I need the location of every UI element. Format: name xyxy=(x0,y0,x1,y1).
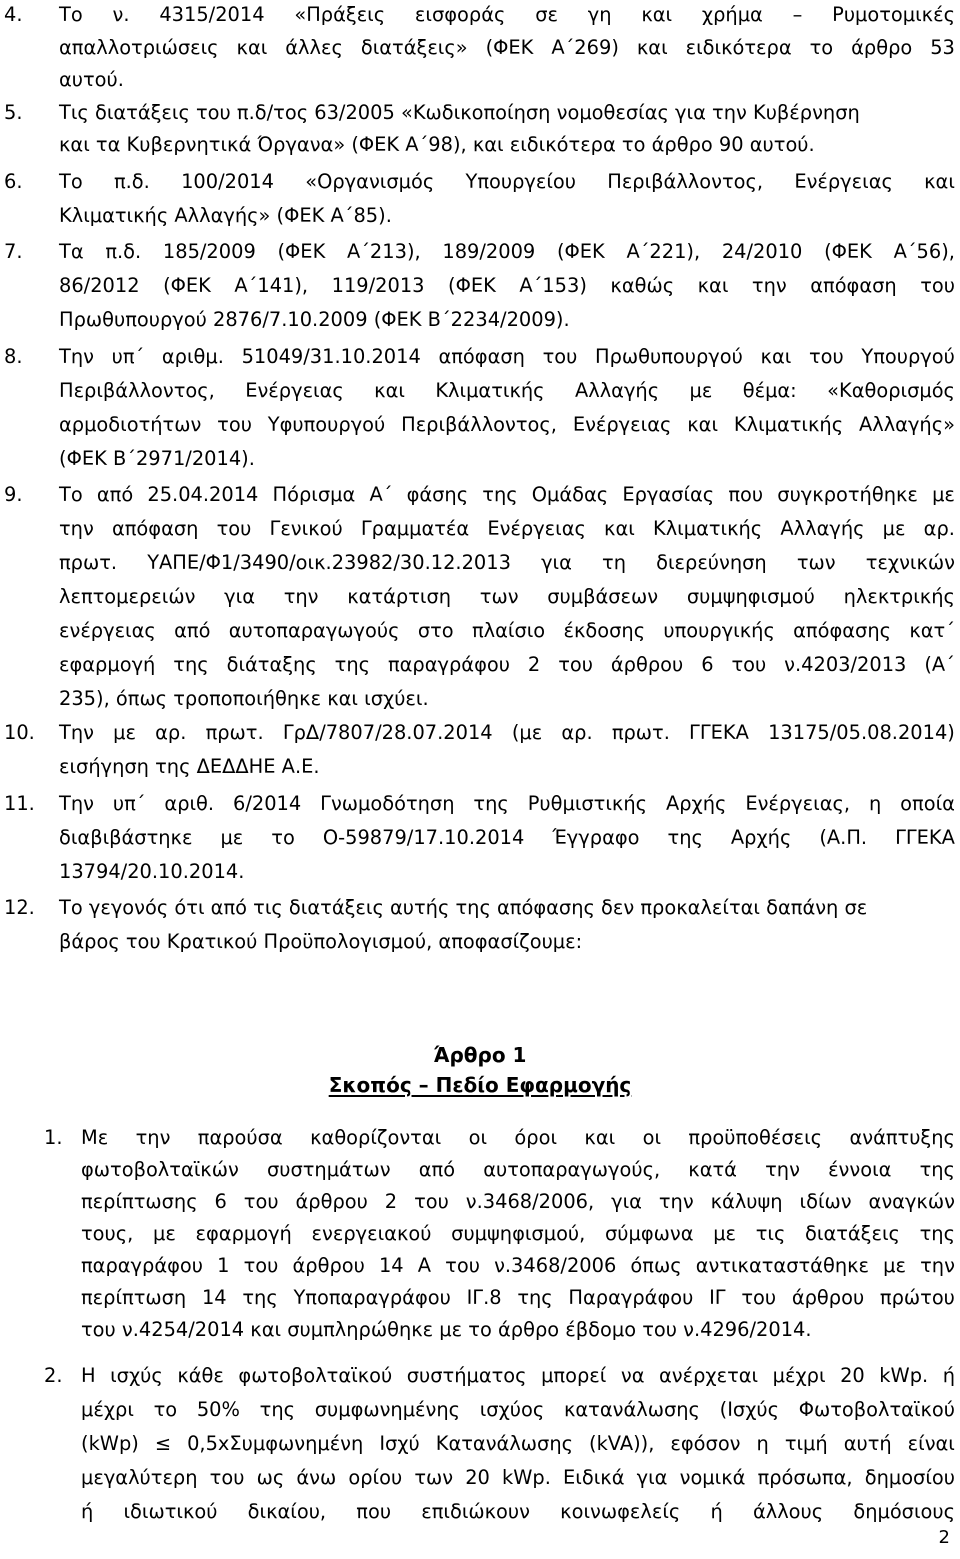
list-item-line: (ΦΕΚ Β΄2971/2014). xyxy=(59,447,255,470)
list-item-line: Το π.δ. 100/2014 «Οργανισμός Υπουργείου Περιβάλλοντος, Ενέργειας και xyxy=(59,170,955,193)
list-item-line: Την με αρ. πρωτ. ΓρΔ/7807/28.07.2014 (με αρ. πρωτ. ΓΓΕΚΑ 13175/05.08.2014) xyxy=(59,721,955,744)
paragraph-line: (kWp) ≤ 0,5xΣυμφωνημένη Ισχύ Κατανάλωσης (kVA)), εφόσον η τιμή αυτή είναι xyxy=(81,1432,955,1455)
list-item-line: απαλλοτριώσεις και άλλες διατάξεις» (ΦΕΚ Α΄269) και ειδικότερα το άρθρο 53 xyxy=(59,36,955,59)
list-item-line: 13794/20.10.2014. xyxy=(59,860,245,883)
paragraph-line: φωτοβολταϊκών συστημάτων από αυτοπαραγωγούς, κατά την έννοια της xyxy=(81,1158,955,1181)
paragraph-number: 2. xyxy=(44,1364,63,1387)
list-item-line: ενέργειας από αυτοπαραγωγούς στο πλαίσιο έκδοσης υπουργικής απόφασης κατ΄ xyxy=(59,619,955,642)
page-number: 2 xyxy=(938,1527,950,1548)
list-item-line: διαβιβάστηκε με το Ο-59879/17.10.2014 Έγγραφο της Αρχής (Α.Π. ΓΓΕΚΑ xyxy=(59,826,955,849)
list-item-number: 11. xyxy=(4,792,35,815)
list-item-number: 5. xyxy=(4,101,23,124)
list-item-line: Το γεγονός ότι από τις διατάξεις αυτής της απόφασης δεν προκαλείται δαπάνη σε xyxy=(59,896,868,919)
list-item-line: λεπτομερειών για την κατάρτιση των συμβάσεων συμψηφισμού ηλεκτρικής xyxy=(59,585,955,608)
list-item-line: εισήγηση της ΔΕΔΔΗΕ Α.Ε. xyxy=(59,755,320,778)
paragraph-line: τους, με εφαρμογή ενεργειακού συμψηφισμού, σύμφωνα με τις διατάξεις της xyxy=(81,1222,955,1245)
list-item-number: 12. xyxy=(4,896,35,919)
list-item-line: αρμοδιοτήτων του Υφυπουργού Περιβάλλοντος, Ενέργειας και Κλιματικής Αλλαγής» xyxy=(59,413,955,436)
list-item-number: 9. xyxy=(4,483,23,506)
list-item-line: Το ν. 4315/2014 «Πράξεις εισφοράς σε γη και χρήμα – Ρυμοτομικές xyxy=(59,3,955,26)
paragraph-line: παραγράφου 1 του άρθρου 14 Α του ν.3468/2006 όπως αντικαταστάθηκε με την xyxy=(81,1254,955,1277)
paragraph-line: Η ισχύς κάθε φωτοβολταϊκού συστήματος μπορεί να ανέρχεται μέχρι 20 kWp. ή xyxy=(81,1364,955,1387)
list-item-number: 8. xyxy=(4,345,23,368)
list-item-number: 6. xyxy=(4,170,23,193)
paragraph-line: μεγαλύτερη του ως άνω ορίου των 20 kWp. Ειδικά για νομικά πρόσωπα, δημοσίου xyxy=(81,1466,955,1489)
paragraph-line: περίπτωση 14 της Υποπαραγράφου ΙΓ.8 της Παραγράφου ΙΓ του άρθρου πρώτου xyxy=(81,1286,955,1309)
list-item-number: 4. xyxy=(4,3,23,26)
paragraph-line: Με την παρούσα καθορίζονται οι όροι και οι προϋποθέσεις ανάπτυξης xyxy=(81,1126,955,1149)
list-item-line: 235), όπως τροποποιήθηκε και ισχύει. xyxy=(59,687,429,710)
list-item-line: αυτού. xyxy=(59,68,124,91)
list-item-line: βάρος του Κρατικού Προϋπολογισμού, αποφασίζουμε: xyxy=(59,930,583,953)
list-item-line: Κλιματικής Αλλαγής» (ΦΕΚ Α΄85). xyxy=(59,204,392,227)
list-item-line: και τα Κυβερνητικά Όργανα» (ΦΕΚ Α΄98), και ειδικότερα το άρθρο 90 αυτού. xyxy=(59,133,815,156)
list-item-number: 7. xyxy=(4,240,23,263)
list-item-line: Το από 25.04.2014 Πόρισμα Α΄ φάσης της Ομάδας Εργασίας που συγκροτήθηκε με xyxy=(59,483,955,506)
paragraph-line: του ν.4254/2014 και συμπληρώθηκε με το άρθρο έβδομο του ν.4296/2014. xyxy=(81,1318,812,1341)
paragraph-number: 1. xyxy=(44,1126,63,1149)
list-item-line: Πρωθυπουργού 2876/7.10.2009 (ΦΕΚ Β΄2234/2009). xyxy=(59,308,570,331)
list-item-number: 10. xyxy=(4,721,35,744)
list-item-line: Τις διατάξεις του π.δ/τος 63/2005 «Κωδικοποίηση νομοθεσίας για την Κυβέρνηση xyxy=(59,101,860,124)
list-item-line: πρωτ. ΥΑΠΕ/Φ1/3490/οικ.23982/30.12.2013 για τη διερεύνηση των τεχνικών xyxy=(59,551,955,574)
list-item-line: 86/2012 (ΦΕΚ Α΄141), 119/2013 (ΦΕΚ Α΄153) καθώς και την απόφαση του xyxy=(59,274,955,297)
paragraph-line: ή ιδιωτικού δικαίου, που επιδιώκουν κοινωφελείς ή άλλους δημόσιους xyxy=(81,1500,955,1523)
paragraph-line: περίπτωσης 6 του άρθρου 2 του ν.3468/2006, για την κάλυψη ιδίων αναγκών xyxy=(81,1190,955,1213)
list-item-line: την απόφαση του Γενικού Γραμματέα Ενέργειας και Κλιματικής Αλλαγής με αρ. xyxy=(59,517,955,540)
list-item-line: Την υπ΄ αριθ. 6/2014 Γνωμοδότηση της Ρυθμιστικής Αρχής Ενέργειας, η οποία xyxy=(59,792,955,815)
article-subheading: Σκοπός – Πεδίο Εφαρμογής xyxy=(328,1073,632,1097)
list-item-line: εφαρμογή της διάταξης της παραγράφου 2 του άρθρου 6 του ν.4203/2013 (Α΄ xyxy=(59,653,955,676)
paragraph-line: μέχρι το 50% της συμφωνημένης ισχύος κατανάλωσης (Ισχύς Φωτοβολταϊκού xyxy=(81,1398,955,1421)
list-item-line: Περιβάλλοντος, Ενέργειας και Κλιματικής Αλλαγής με θέμα: «Καθορισμός xyxy=(59,379,955,402)
list-item-line: Τα π.δ. 185/2009 (ΦΕΚ Α΄213), 189/2009 (ΦΕΚ Α΄221), 24/2010 (ΦΕΚ Α΄56), xyxy=(59,240,955,263)
list-item-line: Την υπ΄ αριθμ. 51049/31.10.2014 απόφαση του Πρωθυπουργού και του Υπουργού xyxy=(59,345,955,368)
article-heading: Άρθρο 1 xyxy=(433,1043,527,1067)
